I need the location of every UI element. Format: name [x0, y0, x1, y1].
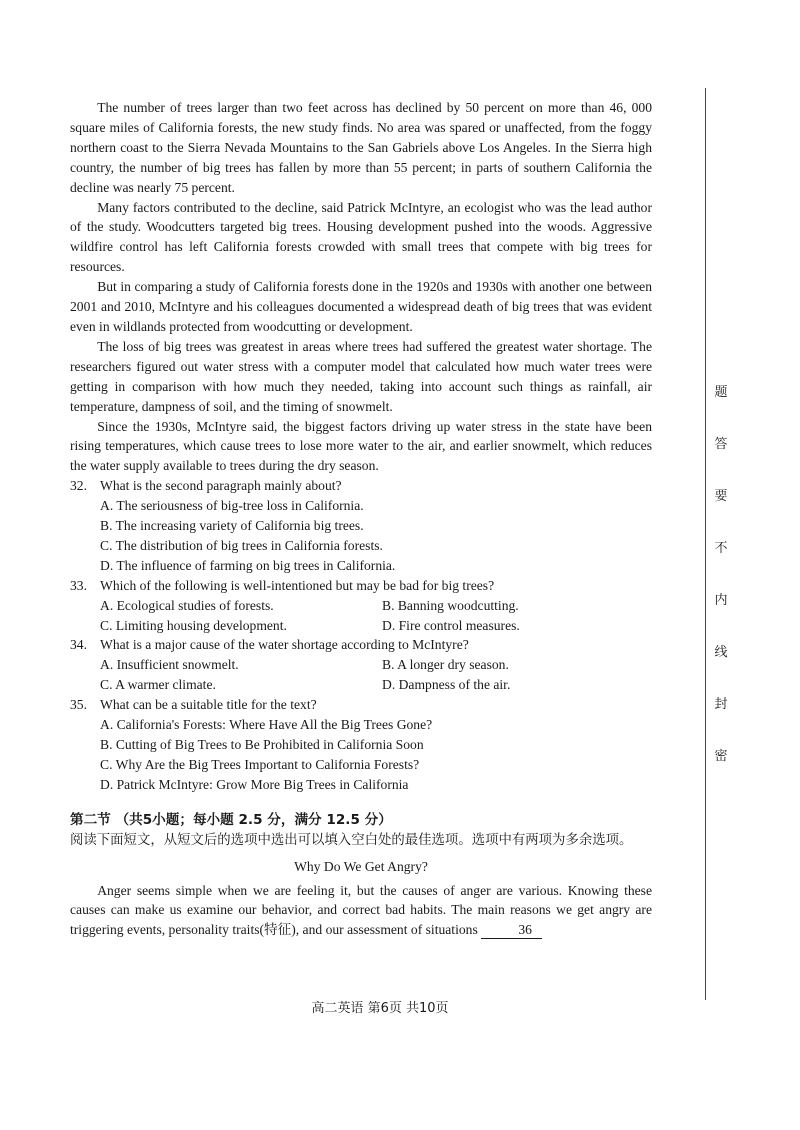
option-c: C. Why Are the Big Trees Important to California Forests? — [100, 756, 420, 772]
option-b: B. Cutting of Big Trees to Be Prohibited in California Soon — [100, 737, 424, 752]
option-c: C. Limiting housing development. — [100, 617, 287, 633]
option-b: B. A longer dry season. — [382, 657, 509, 673]
binding-char: 内 — [714, 593, 728, 608]
question-number: 34. — [70, 637, 87, 653]
question-number: 35. — [70, 697, 87, 713]
section-instructions: 阅读下面短文，从短文后的选项中选出可以填入空白处的最佳选项。选项中有两项为多余选项。 — [70, 832, 633, 848]
passage-title: Why Do We Get Angry? — [294, 858, 428, 874]
option-d: D. Fire control measures. — [382, 617, 520, 633]
option-b: B. The increasing variety of California big trees. — [100, 518, 364, 534]
option-a: A. The seriousness of big-tree loss in California. — [100, 498, 364, 514]
question-33 — [70, 576, 652, 636]
page-footer: 高二英语 第6页 共10页 — [311, 1001, 449, 1016]
passage-paragraph: Many factors contributed to the decline, said Patrick McIntyre, an ecologist who was the lead author of the study. Woodcutters targeted big trees. Housing development pushed into the woods. Aggressive wildfire control has left California forests crowded with small trees that compete with big trees for resources. — [70, 199, 652, 275]
question-text: What is the second paragraph mainly about? — [100, 478, 342, 494]
passage-paragraph: Since the 1930s, McIntyre said, the biggest factors driving up water stress in the state have been rising temperatures, which cause trees to lose more water to the air, and earlier snowmelt, which reduces the water supply available to trees during the dry season. — [70, 418, 652, 474]
binding-char: 密 — [714, 749, 728, 764]
cloze-text: Anger seems simple when we are feeling it, but the causes of anger are various. Knowing these causes can make us examine our behavior, and correct bad habits. The main reasons we get angry are triggering events, personality traits(特征), and our assessment of situations — [70, 882, 652, 938]
binding-char: 线 — [714, 645, 728, 660]
question-number: 32. — [70, 478, 87, 494]
option-c: C. A warmer climate. — [100, 677, 216, 693]
question-35 — [70, 695, 652, 795]
passage-paragraph: The loss of big trees was greatest in areas where trees had suffered the greatest water shortage. The researchers figured out water stress with a computer model that calculated how much water trees were getting in comparison with how much they needed, taking into account such things as rainfall, air temperature, dampness of soil, and the timing of snowmelt. — [70, 338, 652, 414]
passage-paragraph: But in comparing a study of California forests done in the 1920s and 1930s with another one between 2001 and 2010, McIntyre and his colleagues documented a widespread death of big trees that was evident even in wildlands protected from woodcutting or development. — [70, 279, 652, 334]
exam-page-content — [70, 98, 652, 940]
option-a: A. California's Forests: Where Have All the Big Trees Gone? — [100, 717, 433, 733]
question-34 — [70, 635, 652, 695]
binding-line — [705, 88, 706, 1000]
option-d: D. Dampness of the air. — [382, 677, 511, 693]
option-b: B. Banning woodcutting. — [382, 597, 519, 613]
option-a: A. Ecological studies of forests. — [100, 597, 274, 613]
question-text: Which of the following is well-intentioned but may be bad for big trees? — [100, 577, 495, 593]
question-32 — [70, 476, 652, 576]
binding-char: 答 — [714, 437, 728, 452]
binding-char: 不 — [714, 541, 728, 556]
section-title: 第二节 （共5小题；每小题 2.5 分，满分 12.5 分） — [70, 811, 392, 828]
question-text: What is a major cause of the water shortage according to McIntyre? — [100, 637, 469, 653]
cloze-paragraph — [70, 881, 652, 941]
binding-char: 题 — [714, 385, 728, 400]
binding-margin-text — [708, 385, 734, 801]
option-a: A. Insufficient snowmelt. — [100, 657, 239, 673]
question-number: 33. — [70, 577, 87, 593]
binding-char: 要 — [714, 489, 728, 504]
answer-blank[interactable]: 36 — [481, 922, 542, 939]
option-c: C. The distribution of big trees in California forests. — [100, 537, 383, 553]
option-d: D. The influence of farming on big trees in California. — [100, 557, 396, 573]
passage-paragraph: The number of trees larger than two feet across has declined by 50 percent on more than 46, 000 square miles of California forests, the new study finds. No area was spared or unaffected, from the foggy northern coast to the Sierra Nevada Mountains to the San Gabriels above Los Angeles. In the Sierra high country, the number of big trees has fallen by more than 55 percent; in parts of southern California the decline was nearly 75 percent. — [70, 100, 652, 195]
option-d: D. Patrick McIntyre: Grow More Big Trees in California — [100, 776, 409, 792]
question-text: What can be a suitable title for the text? — [100, 697, 317, 713]
reading-passage — [70, 98, 652, 476]
binding-char: 封 — [714, 697, 728, 712]
